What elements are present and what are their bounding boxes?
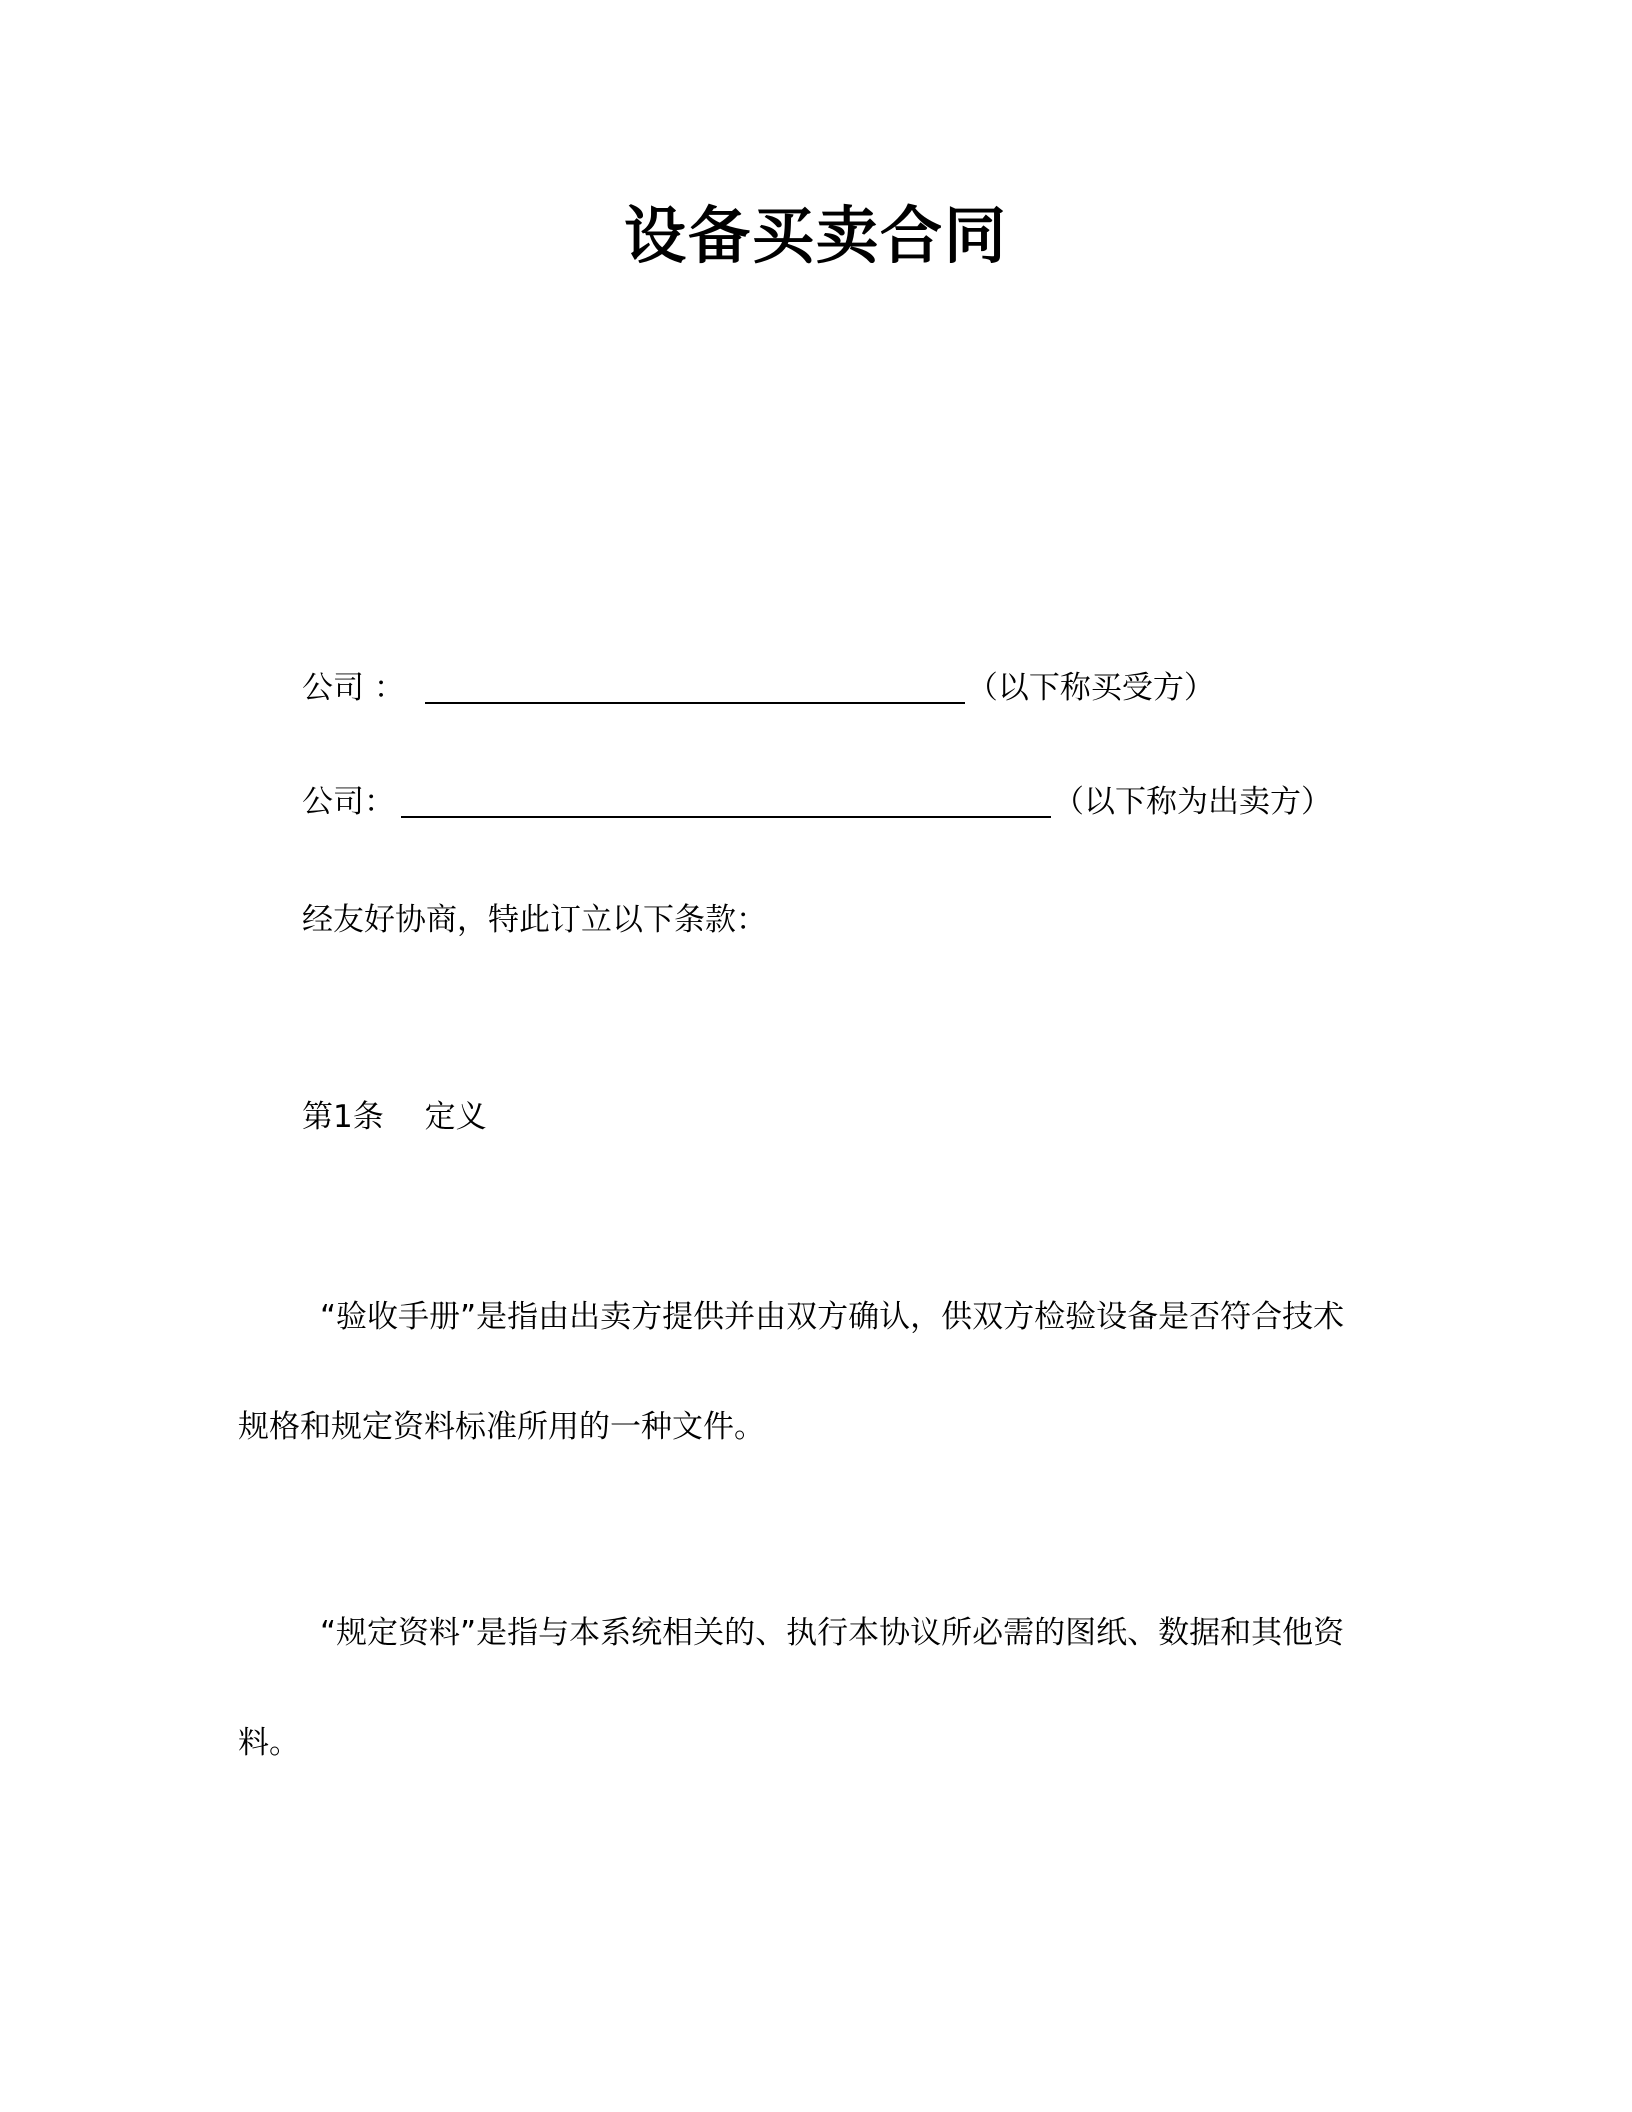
buyer-company-label: 公司 ： — [302, 670, 405, 706]
definition-acceptance-manual — [238, 1297, 1383, 1447]
seller-name-blank[interactable] — [401, 776, 1051, 818]
definition-line: 料。 — [238, 1725, 300, 1761]
document-title: 设备买卖合同 — [623, 199, 1008, 272]
seller-company-label: 公司： — [302, 784, 395, 820]
article-1-heading: 第1条 定义 — [302, 1099, 487, 1135]
definition-specified-materials — [238, 1613, 1383, 1763]
intro-text: 经友好协商，特此订立以下条款： — [302, 902, 767, 938]
definition-line: “验收手册”是指由出卖方提供并由双方确认，供双方检验设备是否符合技术 — [320, 1299, 1345, 1335]
buyer-name-blank[interactable] — [425, 662, 965, 704]
definition-line: “规定资料”是指与本系统相关的、执行本协议所必需的图纸、数据和其他资 — [320, 1615, 1345, 1651]
definition-line: 规格和规定资料标准所用的一种文件。 — [238, 1409, 765, 1445]
buyer-party-row — [302, 666, 1215, 714]
seller-party-row — [302, 780, 1332, 828]
buyer-role-note: （以下称买受方） — [966, 670, 1215, 706]
seller-role-note: （以下称为出卖方） — [1053, 784, 1332, 820]
